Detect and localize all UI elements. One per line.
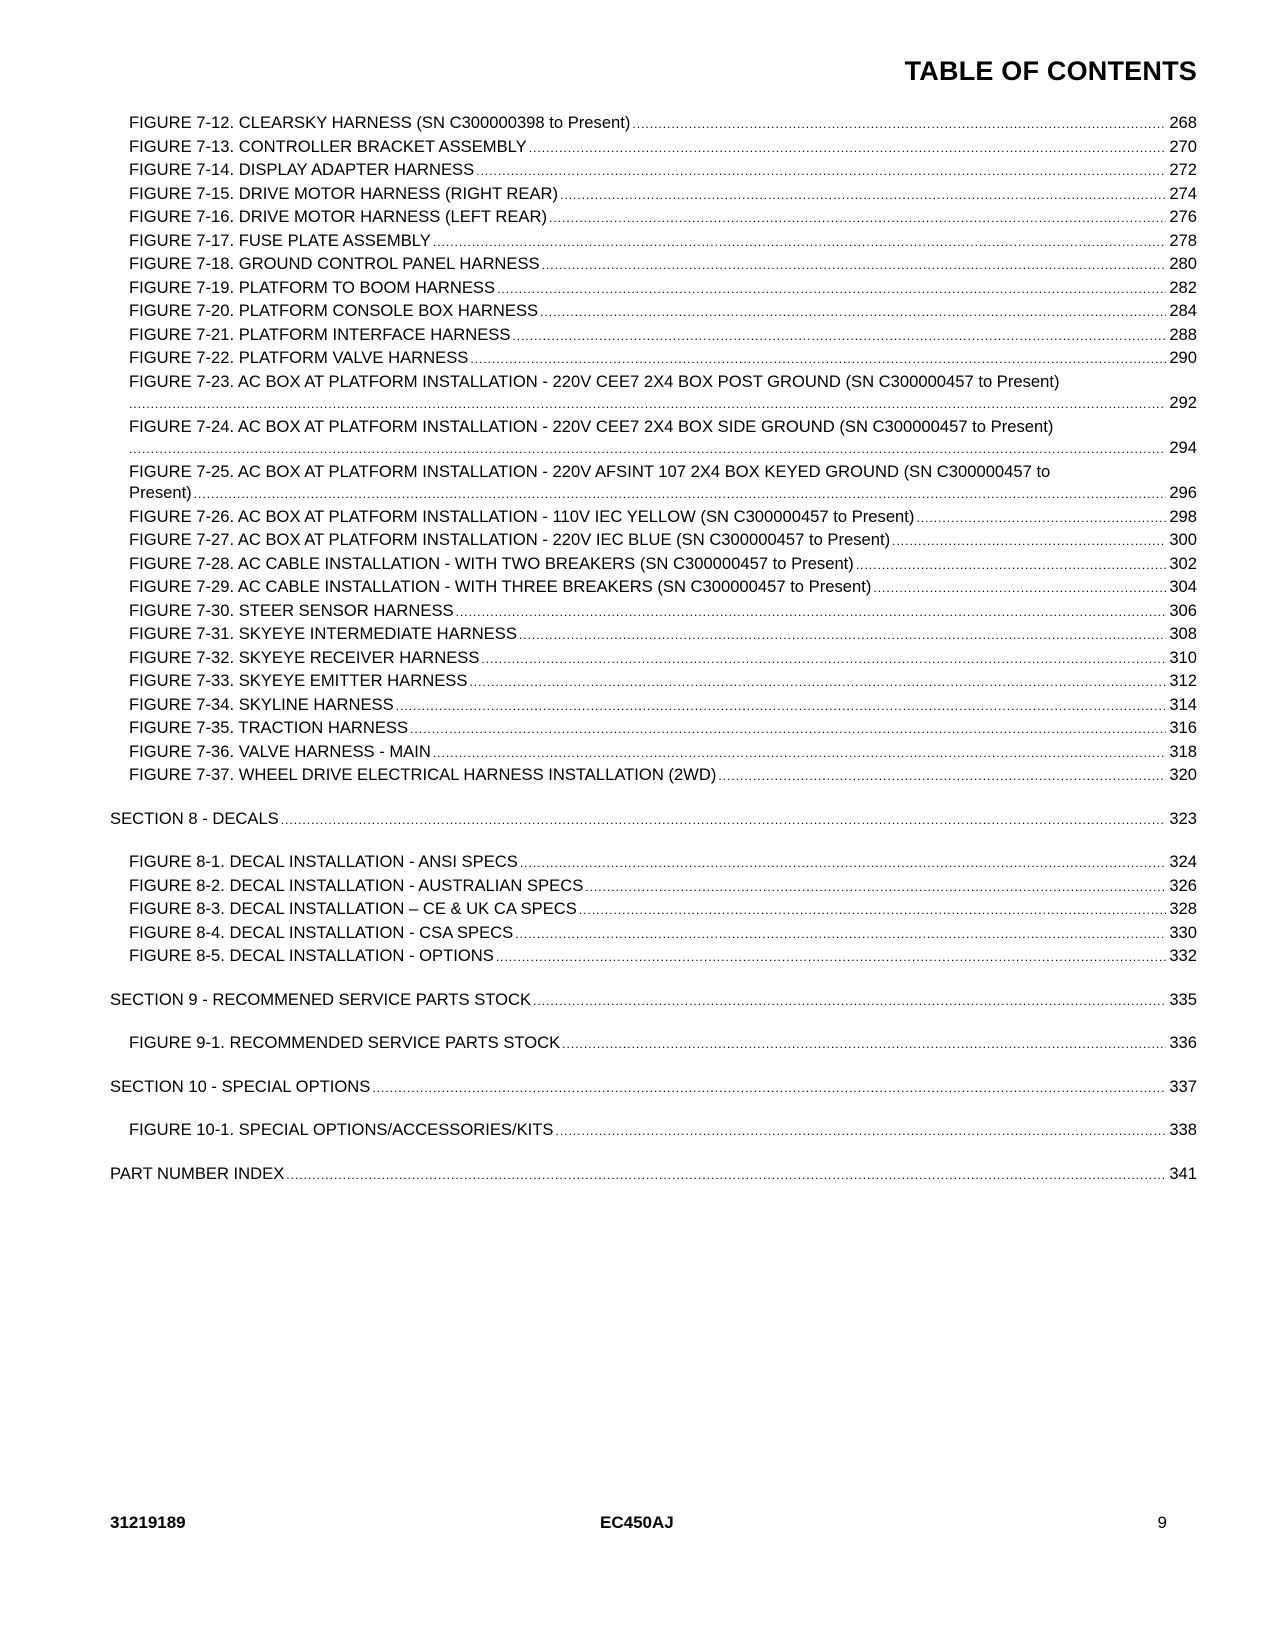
toc-entry-label: FIGURE 7-27. AC BOX AT PLATFORM INSTALLATION - 220V IEC BLUE (SN C300000457 to Present) (129, 530, 891, 549)
leader-dots (481, 649, 1166, 671)
toc-entry-page: 294 (1169, 438, 1197, 457)
toc-entry[interactable] (110, 945, 1197, 969)
leader-dots (476, 161, 1166, 183)
document-number: 31219189 (110, 1513, 186, 1532)
toc-entry[interactable] (110, 461, 1197, 506)
leader-dots (515, 924, 1166, 946)
page-title: TABLE OF CONTENTS (904, 56, 1197, 86)
leader-dots (585, 877, 1166, 899)
leader-dots (456, 602, 1167, 624)
toc-entry[interactable] (110, 324, 1197, 348)
leader-dots (916, 508, 1166, 530)
leader-dots (433, 743, 1166, 765)
toc-entry-label: FIGURE 8-2. DECAL INSTALLATION - AUSTRALIAN SPECS (129, 875, 584, 895)
toc-entry[interactable] (110, 875, 1197, 899)
toc-entry[interactable] (110, 623, 1197, 647)
toc-entry-page: 330 (1169, 922, 1197, 942)
toc-entry-page: 341 (1169, 1163, 1197, 1183)
toc-entry-page: 338 (1169, 1120, 1197, 1139)
toc-entry-label: FIGURE 7-17. FUSE PLATE ASSEMBLY (129, 230, 431, 250)
toc-entry-page: 336 (1169, 1033, 1197, 1052)
toc-entry-label: FIGURE 7-23. AC BOX AT PLATFORM INSTALLATION - 220V CEE7 2X4 BOX POST GROUND (SN C300000457 to Present) (129, 371, 1060, 391)
toc-entry-page: 292 (1169, 393, 1197, 412)
toc-entry-page: 280 (1169, 254, 1197, 273)
toc-entry[interactable] (110, 851, 1197, 875)
leader-dots (512, 326, 1166, 348)
leader-dots (129, 394, 1166, 416)
toc-entry[interactable] (110, 898, 1197, 922)
leader-dots (469, 672, 1166, 694)
leader-dots (549, 208, 1166, 230)
toc-entry[interactable] (110, 112, 1197, 136)
toc-entry-page: 302 (1169, 553, 1197, 573)
toc-entry-page: 312 (1169, 671, 1197, 690)
toc-entry[interactable] (110, 371, 1197, 416)
toc-entry-page: 326 (1169, 875, 1197, 895)
toc-entry[interactable] (110, 764, 1197, 788)
leader-dots (372, 1078, 1166, 1100)
toc-entry[interactable] (110, 159, 1197, 183)
toc-entry[interactable] (110, 1032, 1197, 1056)
toc-entry[interactable] (110, 206, 1197, 230)
toc-entry-page: 296 (1169, 483, 1197, 502)
leader-dots (433, 232, 1166, 254)
toc-entry-label: FIGURE 7-32. SKYEYE RECEIVER HARNESS (129, 647, 480, 667)
toc-entry-page: 298 (1169, 506, 1197, 526)
toc-entry-label: FIGURE 7-26. AC BOX AT PLATFORM INSTALLATION - 110V IEC YELLOW (SN C300000457 to Present) (129, 506, 915, 526)
toc-entry-page: 314 (1169, 694, 1197, 714)
toc-entry-page: 323 (1169, 808, 1197, 828)
toc-section-entry[interactable] (110, 989, 1197, 1013)
toc-entry[interactable] (110, 183, 1197, 207)
toc-entry-label: FIGURE 7-22. PLATFORM VALVE HARNESS (129, 348, 469, 367)
leader-dots (281, 810, 1167, 832)
toc-entry-label: FIGURE 7-33. SKYEYE EMITTER HARNESS (129, 671, 468, 690)
model-name: EC450AJ (600, 1513, 674, 1532)
toc-entry-page: 274 (1169, 183, 1197, 203)
toc-entry-page: 328 (1169, 899, 1197, 918)
toc-entry-page: 324 (1169, 852, 1197, 871)
leader-dots (410, 719, 1166, 741)
toc-entry-label: FIGURE 9-1. RECOMMENDED SERVICE PARTS STOCK (129, 1033, 561, 1052)
leader-dots (579, 900, 1166, 922)
toc-entry[interactable] (110, 922, 1197, 946)
toc-entry-page: 306 (1169, 600, 1197, 620)
toc-entry-label: FIGURE 7-24. AC BOX AT PLATFORM INSTALLATION - 220V CEE7 2X4 BOX SIDE GROUND (SN C300000457 to Present) (129, 416, 1054, 436)
leader-dots (496, 947, 1166, 969)
toc-entry-label: FIGURE 7-20. PLATFORM CONSOLE BOX HARNESS (129, 301, 539, 320)
toc-entry-page: 272 (1169, 160, 1197, 179)
toc-section-entry[interactable] (110, 1163, 1197, 1187)
toc-entry[interactable] (110, 576, 1197, 600)
toc-entry[interactable] (110, 670, 1197, 694)
toc-entry-label: FIGURE 7-12. CLEARSKY HARNESS (SN C300000398 to Present) (129, 113, 631, 132)
toc-entry[interactable] (110, 717, 1197, 741)
toc-entry-page: 276 (1169, 207, 1197, 226)
toc-section-entry[interactable] (110, 1076, 1197, 1100)
table-of-contents (110, 112, 1197, 1186)
leader-dots (529, 138, 1167, 160)
toc-section-entry[interactable] (110, 808, 1197, 832)
toc-entry-label: FIGURE 7-31. SKYEYE INTERMEDIATE HARNESS (129, 624, 517, 643)
leader-dots (892, 531, 1166, 553)
leader-dots (497, 279, 1166, 301)
toc-entry-page: 304 (1169, 577, 1197, 596)
toc-entry-label: FIGURE 7-30. STEER SENSOR HARNESS (129, 600, 454, 620)
toc-entry-label: FIGURE 7-29. AC CABLE INSTALLATION - WITH THREE BREAKERS (SN C300000457 to Present) (129, 577, 872, 596)
toc-entry-label: FIGURE 10-1. SPECIAL OPTIONS/ACCESSORIES/KITS (129, 1120, 554, 1139)
toc-entry[interactable] (110, 506, 1197, 530)
toc-entry[interactable] (110, 529, 1197, 553)
toc-section-label: SECTION 10 - SPECIAL OPTIONS (110, 1076, 371, 1096)
leader-dots (555, 1121, 1166, 1143)
toc-entry-page: 335 (1169, 989, 1197, 1009)
toc-entry[interactable] (110, 347, 1197, 371)
toc-entry[interactable] (110, 253, 1197, 277)
leader-dots (856, 555, 1166, 577)
toc-section-label: PART NUMBER INDEX (110, 1163, 285, 1183)
toc-entry-label: FIGURE 7-37. WHEEL DRIVE ELECTRICAL HARNESS INSTALLATION (2WD) (129, 765, 717, 784)
toc-entry-label: FIGURE 7-34. SKYLINE HARNESS (129, 694, 394, 714)
toc-entry-label: FIGURE 7-21. PLATFORM INTERFACE HARNESS (129, 324, 511, 344)
leader-dots (718, 766, 1166, 788)
toc-entry-page: 268 (1169, 113, 1197, 132)
toc-entry-label: FIGURE 7-18. GROUND CONTROL PANEL HARNESS (129, 254, 540, 273)
leader-dots (540, 302, 1166, 324)
leader-dots (470, 349, 1166, 371)
leader-dots (286, 1165, 1166, 1187)
toc-entry-page: 290 (1169, 348, 1197, 367)
toc-entry-label: FIGURE 7-16. DRIVE MOTOR HARNESS (LEFT REAR) (129, 207, 547, 226)
toc-entry-page: 310 (1169, 647, 1197, 667)
toc-entry[interactable] (110, 230, 1197, 254)
toc-entry-label: FIGURE 7-36. VALVE HARNESS - MAIN (129, 741, 431, 761)
toc-entry-page: 337 (1169, 1076, 1197, 1096)
toc-entry-page: 278 (1169, 230, 1197, 250)
leader-dots (520, 853, 1166, 875)
toc-entry[interactable] (110, 416, 1197, 461)
leader-dots (396, 696, 1167, 718)
toc-entry[interactable] (110, 553, 1197, 577)
toc-entry-label: FIGURE 7-13. CONTROLLER BRACKET ASSEMBLY (129, 136, 527, 156)
toc-entry-label: FIGURE 8-3. DECAL INSTALLATION – CE & UK CA SPECS (129, 899, 577, 918)
toc-entry-label: FIGURE 7-15. DRIVE MOTOR HARNESS (RIGHT REAR) (129, 183, 559, 203)
leader-dots (562, 1034, 1166, 1056)
toc-entry-page: 320 (1169, 765, 1197, 784)
toc-entry-label: FIGURE 7-14. DISPLAY ADAPTER HARNESS (129, 160, 475, 179)
toc-entry[interactable] (110, 300, 1197, 324)
page-number: 9 (1157, 1513, 1167, 1532)
toc-entry-label: FIGURE 7-35. TRACTION HARNESS (129, 718, 409, 737)
toc-entry[interactable] (110, 600, 1197, 624)
toc-entry-label: FIGURE 8-4. DECAL INSTALLATION - CSA SPECS (129, 922, 514, 942)
toc-entry[interactable] (110, 1119, 1197, 1143)
leader-dots (632, 114, 1166, 136)
page-footer (110, 1513, 1197, 1537)
toc-entry-label: FIGURE 8-5. DECAL INSTALLATION - OPTIONS (129, 946, 494, 965)
toc-entry-label: FIGURE 7-19. PLATFORM TO BOOM HARNESS (129, 277, 496, 297)
toc-entry-label: FIGURE 7-28. AC CABLE INSTALLATION - WITH TWO BREAKERS (SN C300000457 to Present) (129, 553, 854, 573)
toc-entry[interactable] (110, 136, 1197, 160)
toc-entry-page: 318 (1169, 741, 1197, 761)
toc-section-label: SECTION 8 - DECALS (110, 808, 279, 828)
toc-entry-page: 308 (1169, 624, 1197, 643)
leader-dots (873, 578, 1166, 600)
toc-entry-page: 300 (1169, 530, 1197, 549)
toc-entry-page: 270 (1169, 136, 1197, 156)
toc-entry-page: 316 (1169, 718, 1197, 737)
leader-dots (129, 439, 1166, 461)
toc-entry-label: FIGURE 7-25. AC BOX AT PLATFORM INSTALLATION - 220V AFSINT 107 2X4 BOX KEYED GROUND (SN C300000457 to (129, 461, 1051, 481)
toc-entry-label: FIGURE 8-1. DECAL INSTALLATION - ANSI SPECS (129, 852, 518, 871)
toc-entry-page: 288 (1169, 324, 1197, 344)
leader-dots (560, 185, 1166, 207)
toc-entry[interactable] (110, 741, 1197, 765)
toc-section-label: SECTION 9 - RECOMMENED SERVICE PARTS STOCK (110, 989, 532, 1009)
toc-entry[interactable] (110, 277, 1197, 301)
toc-entry-page: 282 (1169, 277, 1197, 297)
leader-dots (533, 991, 1166, 1013)
toc-entry[interactable] (110, 647, 1197, 671)
leader-dots (194, 484, 1167, 506)
leader-dots (542, 255, 1167, 277)
toc-entry[interactable] (110, 694, 1197, 718)
leader-dots (519, 625, 1166, 647)
toc-entry-page: 332 (1169, 946, 1197, 965)
toc-entry-page: 284 (1169, 301, 1197, 320)
toc-entry-label-continued: Present) (129, 483, 192, 502)
